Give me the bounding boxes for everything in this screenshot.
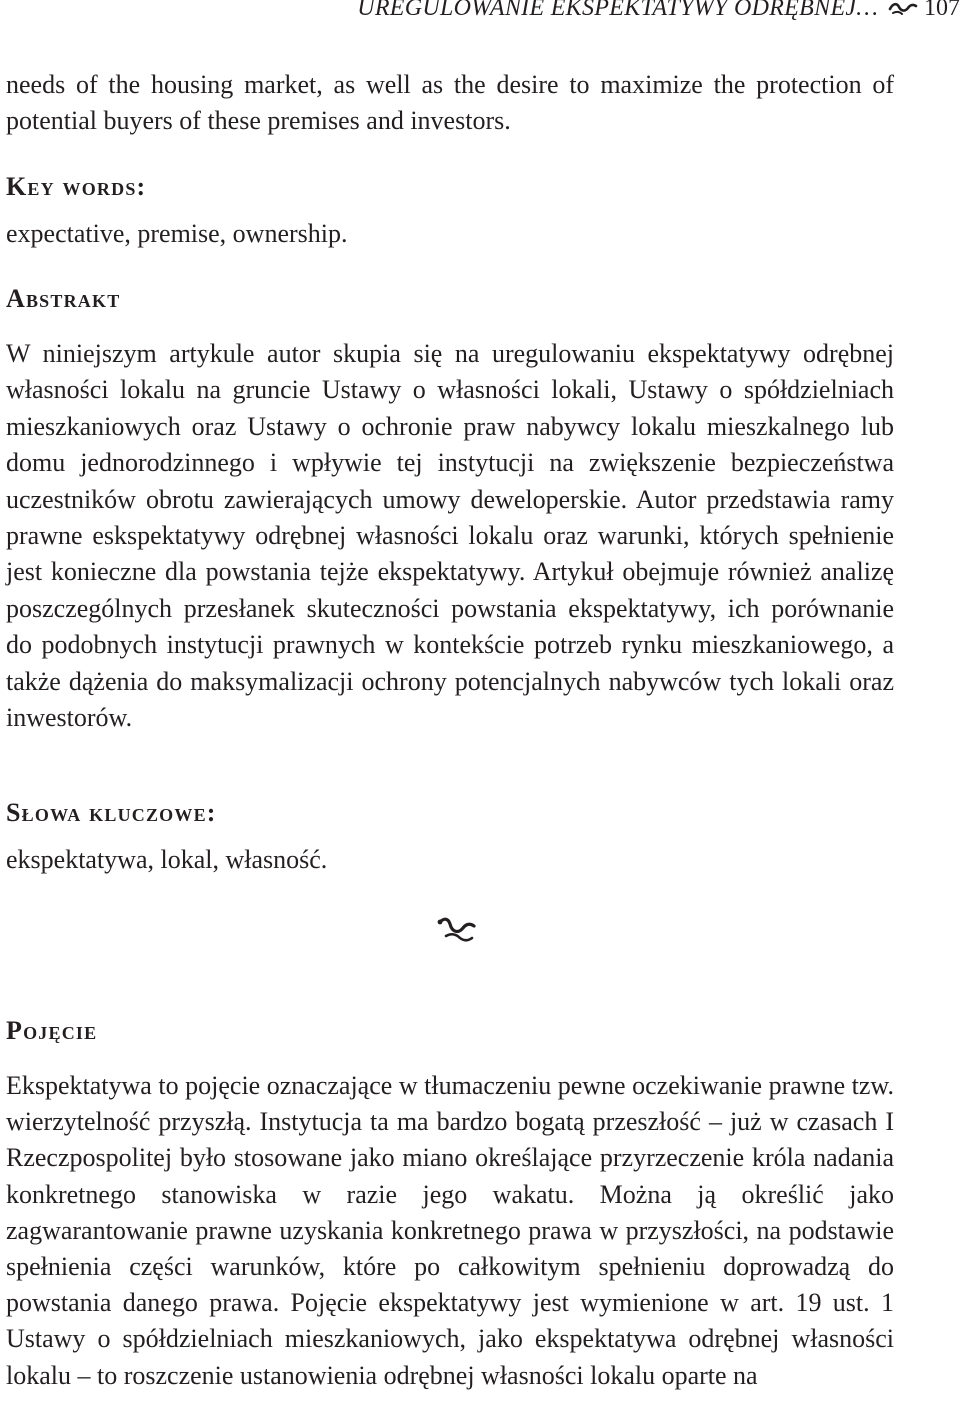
abstract-en-tail-text: needs of the housing market, as well as the desire to maximize the protection of potential buyers of these premises and investors. [6,70,894,136]
keywords-pl-heading: Słowa kluczowe: [6,798,217,827]
keywords-en-text: expectative, premise, ownership. [6,219,348,248]
keywords-en-heading: Key words: [6,172,147,201]
fleuron-icon [888,0,918,24]
keywords-en [6,172,894,252]
section-pojecie [6,1016,894,1394]
abstract-pl-heading: Abstrakt [6,284,121,313]
abstract-en-tail [6,67,894,140]
section-pojecie-text: Ekspektatywa to pojęcie oznaczające w tłumaczeniu pewne oczekiwanie prawne tzw. wierzytelność przyszłą. Instytucja ta ma bardzo bogatą przeszłość – już w czasach I Rzeczpospolitej było stosowane jako miano określające przyrzeczenie króla nadania konkretnego stanowiska w razie jego wakatu. Można ją określić jako zagwarantowanie prawne uzyskania konkretnego prawa w przyszłości, na podstawie spełnienia części warunków, które po całkowitym spełnieniu doprowadzą do powstania danego prawa. Pojęcie ekspektatywy jest wymienione w art. 19 ust. 1 Ustawy o spółdzielniach mieszkaniowych, jako ekspektatywa odrębnej własności lokalu – to roszczenie ustanowienia odrębnej własności lokalu oparte na [6,1071,894,1390]
abstract-pl-text: W niniejszym artykule autor skupia się na uregulowaniu ekspektatywy odrębnej własności lokalu na gruncie Ustawy o własności lokali, Ustawy o spółdzielniach mieszkaniowych oraz Ustawy o ochronie praw nabywcy lokalu mieszkalnego lub domu jednorodzinnego i wpływie tej instytucji na zwiększenie bezpieczeństwa uczestników obrotu zawierających umowy deweloperskie. Autor przedstawia ramy prawne eskspektatywy odrębnej własności lokalu oraz warunki, których spełnienie jest konieczne dla powstania tejże ekspektatywy. Artykuł obejmuje również analizę poszczególnych przesłanek skuteczności powstania ekspektatywy, ich porównanie do podobnych instytucji prawnych w kontekście potrzeb rynku mieszkaniowego, a także dążenia do maksymalizacji ochrony potencjalnych nabywców tych lokali oraz inwestorów. [6,339,894,733]
running-header [60,0,960,24]
section-divider-ornament-icon [418,912,498,952]
section-pojecie-heading: Pojęcie [6,1016,98,1045]
running-title: UREGULOWANIE EKSPEKTATYWY ODRĘBNEJ… [357,0,878,21]
keywords-pl [6,798,894,878]
page-number: 107 [924,0,960,21]
keywords-pl-text: ekspektatywa, lokal, własność. [6,845,328,874]
abstract-pl [6,284,894,736]
